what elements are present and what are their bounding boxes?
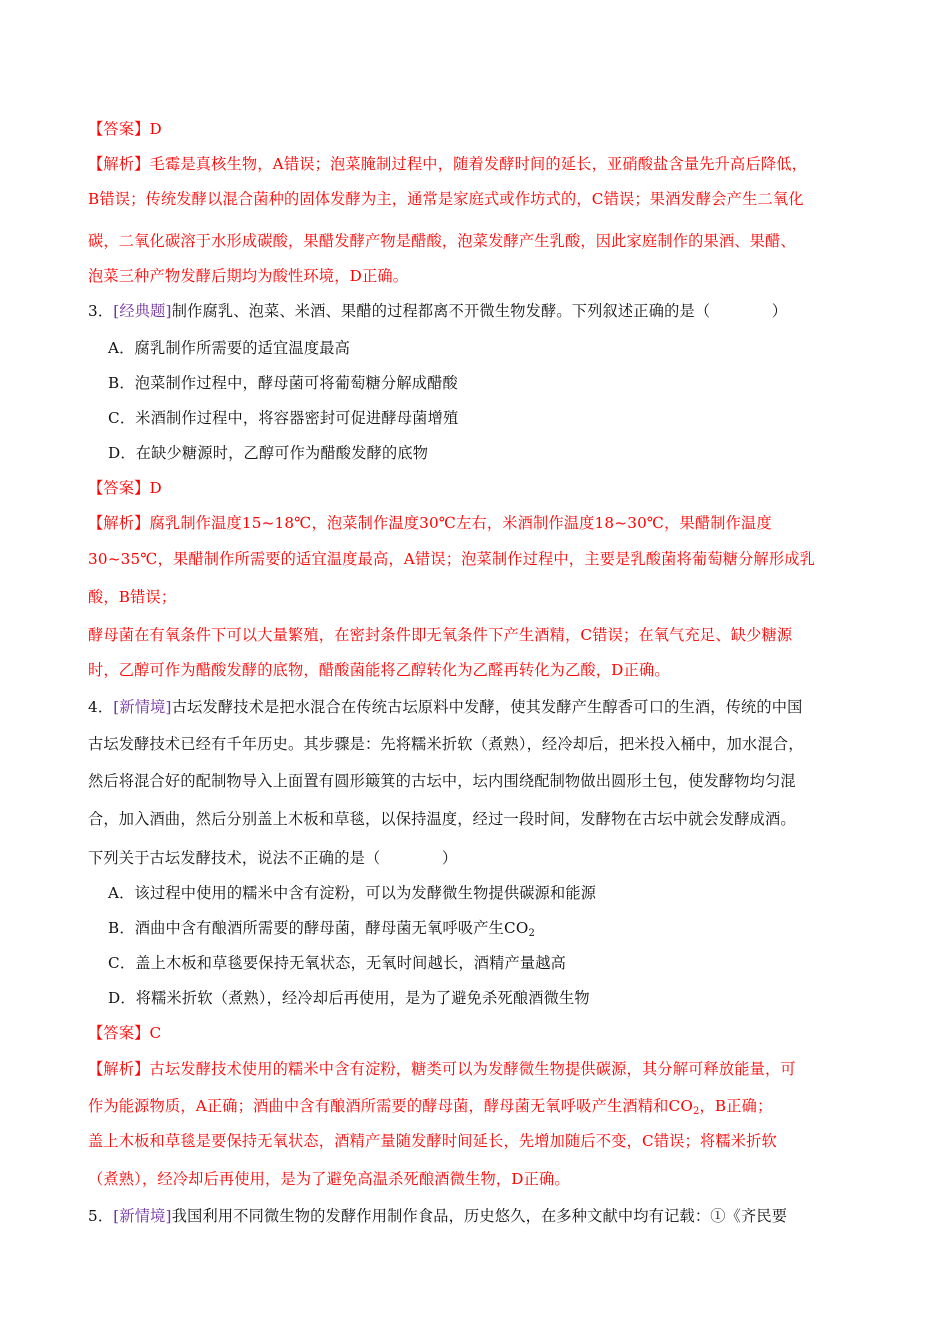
option-text: D．将糯米折软（煮熟），经冷却后再使用，是为了避免杀死酿酒微生物 — [108, 989, 590, 1007]
option-b — [108, 373, 458, 393]
option-c — [108, 408, 458, 428]
analysis-text: 酵母菌在有氧条件下可以大量繁殖，在密封条件即无氧条件下产生酒精，C错误；在氧气充足、缺少糖源 — [88, 626, 793, 644]
analysis-text: B错误；传统发酵以混合菌种的固体发酵为主，通常是家庭式或作坊式的，C错误；果酒发酵会产生二氧化 — [88, 190, 804, 208]
question-number: 4． — [88, 698, 114, 716]
answer-text: 【答案】C — [88, 1024, 162, 1042]
analysis-line — [88, 1131, 777, 1151]
question-number: 5． — [88, 1207, 114, 1225]
question-text: 古坛发酵技术已经有千年历史。其步骤是：先将糯米折软（煮熟），经冷却后，把米投入桶中，加水混合， — [88, 735, 804, 753]
analysis-text: ，B正确； — [699, 1097, 773, 1115]
question-text: 古坛发酵技术是把水混合在传统古坛原料中发酵，使其发酵产生醇香可口的生酒，传统的中国 — [171, 698, 803, 716]
analysis-text: 30~35℃，果醋制作所需要的适宜温度最高，A错误；泡菜制作过程中，主要是乳酸菌将葡萄糖分解形成乳 — [88, 550, 816, 568]
question-4-stem — [88, 697, 803, 717]
question-text-line — [88, 734, 804, 754]
option-text: C．米酒制作过程中，将容器密封可促进酵母菌增殖 — [108, 409, 459, 427]
question-tag: [经典题] — [113, 302, 172, 320]
option-d — [108, 988, 590, 1008]
analysis-text: 【解析】古坛发酵技术使用的糯米中含有淀粉，糖类可以为发酵微生物提供碳源，其分解可释放能量，可 — [88, 1060, 796, 1078]
option-d — [108, 443, 428, 463]
analysis-text: （煮熟），经冷却后再使用，是为了避免高温杀死酿酒微生物，D正确。 — [88, 1170, 570, 1188]
analysis-line — [88, 231, 796, 251]
option-text: A．该过程中使用的糯米中含有淀粉，可以为发酵微生物提供碳源和能源 — [108, 884, 597, 902]
analysis-text: 泡菜三种产物发酵后期均为酸性环境，D正确。 — [88, 267, 409, 285]
analysis-text: 【解析】腐乳制作温度15~18℃，泡菜制作温度30℃左右，米酒制作温度18~30℃，果醋制作温度 — [88, 514, 772, 532]
question-text: 我国利用不同微生物的发酵作用制作食品，历史悠久，在多种文献中均有记载：①《齐民要 — [171, 1207, 788, 1225]
question-text: 然后将混合好的配制物导入上面置有圆形簸箕的古坛中，坛内围绕配制物做出圆形土包，使发酵物均匀混 — [88, 772, 796, 790]
subscript: 2 — [528, 928, 536, 939]
analysis-line — [88, 1059, 796, 1079]
subscript: 2 — [692, 1106, 700, 1117]
question-text: 下列关于古坛发酵技术，说法不正确的是（ ） — [88, 849, 458, 867]
analysis-line — [88, 1169, 570, 1189]
option-text: D．在缺少糖源时，乙醇可作为醋酸发酵的底物 — [108, 444, 429, 462]
analysis-line — [88, 266, 408, 286]
analysis-line — [88, 549, 815, 569]
analysis-text: 酸，B错误； — [88, 588, 177, 606]
question-text: 制作腐乳、泡菜、米酒、果醋的过程都离不开微生物发酵。下列叙述正确的是（ ） — [171, 302, 788, 320]
analysis-text: 作为能源物质，A正确；酒曲中含有酿酒所需要的酵母菌，酵母菌无氧呼吸产生酒精和CO — [88, 1097, 693, 1115]
answer-label — [88, 478, 162, 498]
option-a — [108, 338, 350, 358]
option-c — [108, 953, 566, 973]
question-text-line — [88, 771, 796, 791]
question-tag: [新情境] — [113, 1207, 172, 1225]
question-text: 合，加入酒曲，然后分别盖上木板和草毯，以保持温度，经过一段时间，发酵物在古坛中就会发酵成酒。 — [88, 810, 796, 828]
analysis-line — [88, 154, 807, 174]
answer-text: 【答案】D — [88, 120, 162, 138]
analysis-line — [88, 189, 804, 209]
option-a — [108, 883, 596, 903]
analysis-line — [88, 660, 670, 680]
question-number: 3． — [88, 302, 114, 320]
question-5-stem — [88, 1206, 787, 1226]
analysis-line — [88, 513, 772, 533]
question-prompt — [88, 848, 457, 868]
option-text: C．盖上木板和草毯要保持无氧状态，无氧时间越长，酒精产量越高 — [108, 954, 567, 972]
analysis-line — [88, 587, 176, 607]
analysis-text: 盖上木板和草毯是要保持无氧状态，酒精产量随发酵时间延长，先增加随后不变，C错误；将糯米折软 — [88, 1132, 777, 1150]
option-text: B．泡菜制作过程中，酵母菌可将葡萄糖分解成醋酸 — [108, 374, 458, 392]
option-text: B．酒曲中含有酿酒所需要的酵母菌，酵母菌无氧呼吸产生CO — [108, 919, 529, 937]
analysis-text: 【解析】毛霉是真核生物，A错误；泡菜腌制过程中，随着发酵时间的延长，亚硝酸盐含量先升高后降低， — [88, 155, 807, 173]
answer-label — [88, 1023, 161, 1043]
option-text: A．腐乳制作所需要的适宜温度最高 — [108, 339, 350, 357]
question-3-stem — [88, 301, 787, 321]
analysis-text: 时，乙醇可作为醋酸发酵的底物，醋酸菌能将乙醇转化为乙醛再转化为乙酸，D正确。 — [88, 661, 670, 679]
analysis-line — [88, 625, 792, 645]
question-tag: [新情境] — [113, 698, 172, 716]
analysis-line — [88, 1096, 772, 1116]
analysis-text: 碳，二氧化碳溶于水形成碳酸，果醋发酵产物是醋酸，泡菜发酵产生乳酸，因此家庭制作的果酒、果醋、 — [88, 232, 796, 250]
question-text-line — [88, 809, 796, 829]
answer-label — [88, 119, 162, 139]
option-b — [108, 918, 535, 938]
answer-text: 【答案】D — [88, 479, 162, 497]
